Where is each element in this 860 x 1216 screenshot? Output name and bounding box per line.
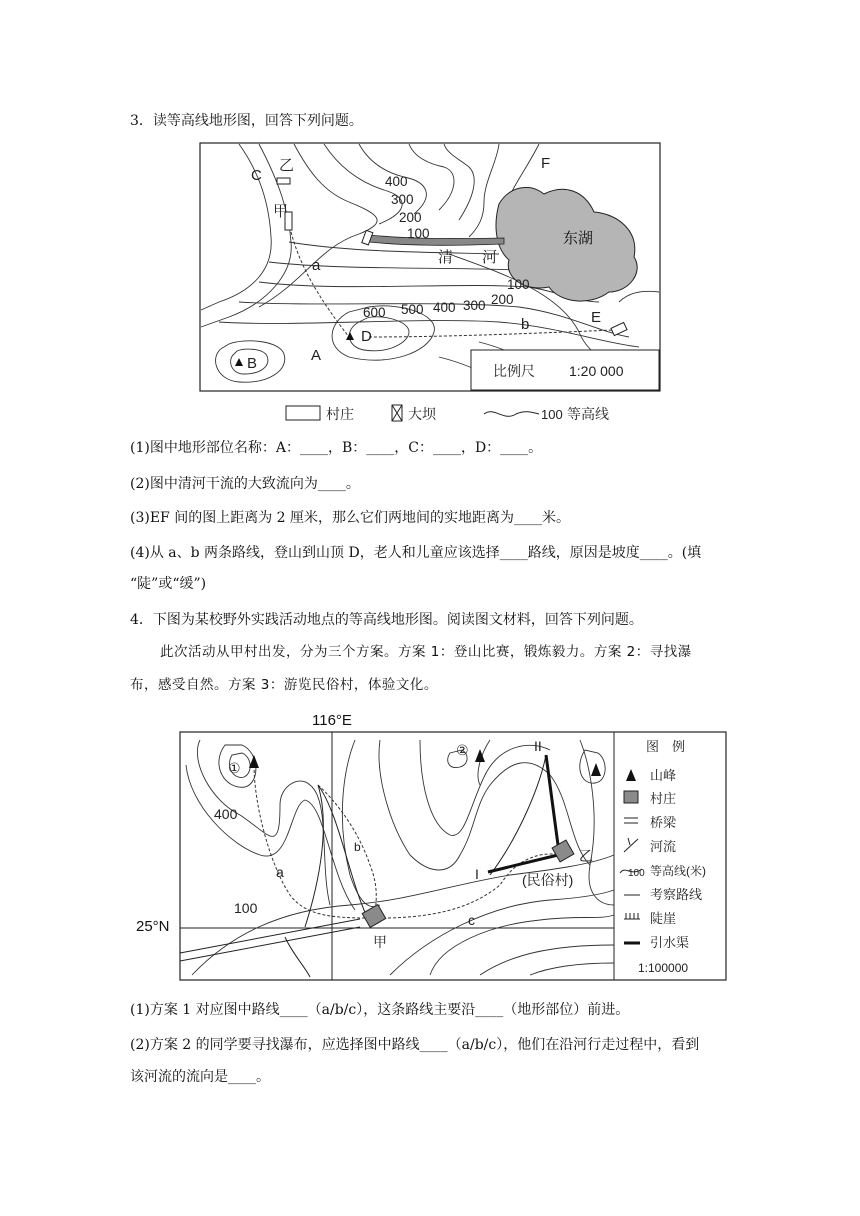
q3-contour-map	[199, 142, 661, 392]
legend-item: 引水渠	[650, 935, 690, 950]
legend-title: 图 例	[646, 739, 686, 754]
latitude-label: 25°N	[136, 918, 170, 935]
point-II-label: II	[534, 738, 542, 754]
scale-label: 1:100000	[638, 961, 689, 975]
point-label: B	[247, 355, 258, 372]
q3-legend	[284, 402, 624, 426]
point-label: b	[521, 316, 530, 333]
route-c-label: c	[468, 912, 475, 928]
contour-label: 400	[433, 300, 456, 315]
contour-label: 500	[401, 302, 424, 317]
contour-sample: 100	[628, 868, 645, 879]
contour-label: 300	[391, 192, 414, 207]
point-label: F	[541, 155, 551, 172]
legend-item: 陡崖	[650, 911, 677, 926]
point-label: a	[312, 257, 321, 274]
q4-sub2-line1: (2)方案 2 的同学要寻找瀑布，应选择图中路线____（a/b/c），他们在沿河行走过程中，看到	[130, 1037, 700, 1053]
q4-contour-map	[130, 705, 730, 985]
legend-item: 河流	[650, 839, 677, 854]
contour-label: 600	[363, 305, 386, 320]
legend-item: 山峰	[650, 768, 677, 783]
point-I-label: I	[475, 866, 479, 882]
q3-sub4-line2: “陡”或“缓”)	[130, 576, 207, 592]
q3-sub3: (3)EF 间的图上距离为 2 厘米，那么它们两地间的实地距离为____米。	[130, 510, 571, 526]
river-label: 河	[482, 249, 498, 266]
legend-item: 考察路线	[650, 887, 703, 902]
peak-2-label: ②	[456, 742, 469, 758]
legend-item: 桥梁	[650, 815, 677, 830]
q4-sub2-line2: 该河流的流向是____。	[130, 1069, 270, 1085]
village-legend-icon	[286, 406, 320, 420]
village-yi-label: 乙	[579, 848, 593, 864]
contour-400-label: 400	[214, 806, 238, 822]
contour-label: 300	[463, 298, 486, 313]
point-label: 乙	[279, 157, 295, 174]
scale-value: 1:20 000	[569, 363, 624, 379]
longitude-label: 116°E	[312, 712, 352, 729]
village-jia-label: 甲	[373, 934, 387, 950]
legend-item: 等高线(米)	[650, 864, 706, 878]
q3-title: 3．读等高线地形图，回答下列问题。	[130, 113, 363, 129]
contour-label: 200	[399, 210, 422, 225]
q3-sub4-line1: (4)从 a、b 两条路线，登山到山顶 D，老人和儿童应该选择____路线，原因是坡度____。(填	[130, 545, 702, 561]
route-a-label: a	[276, 864, 284, 880]
village-legend-icon	[624, 791, 638, 803]
contour-label: 400	[385, 174, 408, 189]
contour-legend-icon	[484, 412, 539, 417]
q4-sub1: (1)方案 1 对应图中路线____（a/b/c），这条路线主要沿____（地形部位）前进。	[130, 1002, 630, 1018]
legend-village: 村庄	[326, 406, 354, 422]
route-b-label: b	[354, 840, 361, 854]
point-label: 甲	[273, 203, 289, 220]
point-label: E	[591, 309, 602, 326]
folk-village-label: (民俗村)	[522, 872, 574, 888]
legend-item: 村庄	[650, 791, 677, 806]
contour-label: 200	[491, 292, 514, 307]
peak-1-label: ①	[228, 760, 241, 776]
legend-dam: 大坝	[408, 406, 436, 422]
point-label: A	[311, 347, 322, 364]
contour-label: 100	[507, 277, 530, 292]
q4-material-line1: 此次活动从甲村出发，分为三个方案。方案 1：登山比赛，锻炼毅力。方案 2：寻找瀑	[160, 644, 692, 660]
q4-material-line2: 布，感受自然。方案 3：游览民俗村，体验文化。	[130, 677, 438, 693]
contour-label: 100	[407, 226, 430, 241]
scale-label: 比例尺	[493, 363, 535, 379]
point-label: C	[251, 167, 262, 184]
point-label: D	[361, 328, 372, 345]
lake-label: 东湖	[563, 230, 594, 247]
contour-100-label: 100	[234, 900, 258, 916]
q4-title: 4．下图为某校野外实践活动地点的等高线地形图。阅读图文材料，回答下列问题。	[130, 612, 643, 628]
river-label: 清	[438, 249, 454, 266]
legend-contour: 等高线	[567, 406, 609, 422]
q3-sub2: (2)图中清河干流的大致流向为____。	[130, 476, 360, 492]
q3-sub1: (1)图中地形部位名称：A：____，B：____，C：____，D：____。	[130, 440, 543, 456]
legend-contour-value: 100	[541, 407, 563, 422]
